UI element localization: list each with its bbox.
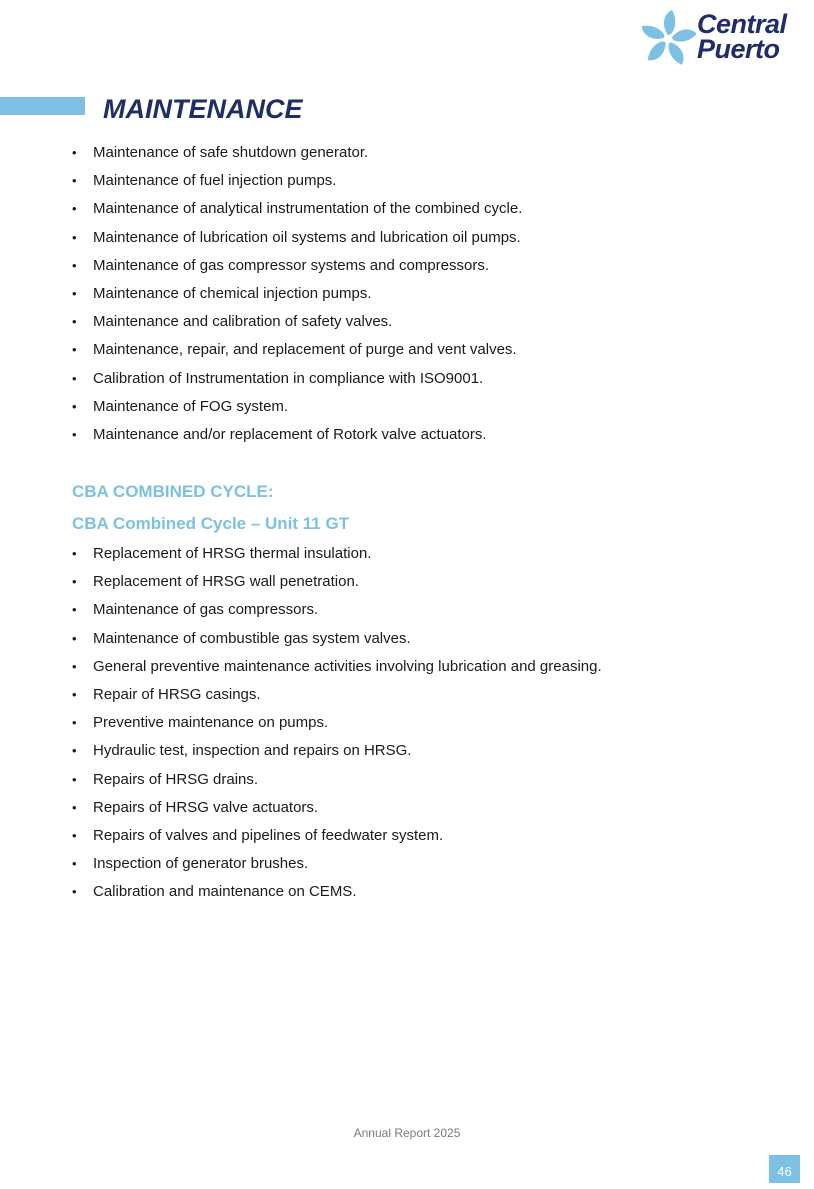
list-item	[72, 653, 792, 681]
list-item	[72, 280, 792, 308]
bullet-icon: •	[72, 771, 77, 787]
bullet-icon: •	[72, 884, 77, 900]
page-title: MAINTENANCE	[103, 94, 303, 124]
list-item-text: Calibration of Instrumentation in compliance with ISO9001.	[93, 369, 484, 387]
bullet-icon: •	[72, 257, 77, 273]
list-item	[72, 878, 792, 906]
bullet-icon: •	[72, 856, 77, 872]
list-item	[72, 252, 792, 280]
bullet-icon: •	[72, 715, 77, 731]
list-item-text: Replacement of HRSG wall penetration.	[93, 573, 359, 591]
list-item	[72, 139, 792, 167]
bullet-icon: •	[72, 398, 77, 414]
bullet-icon: •	[72, 145, 77, 160]
list-item	[72, 365, 792, 393]
list-item-text: Maintenance, repair, and replacement of purge and vent valves.	[93, 341, 517, 359]
bullet-icon: •	[72, 574, 77, 590]
list-item-text: Maintenance of combustible gas system valves.	[93, 629, 411, 647]
footer-text: Annual Report 2025	[353, 1126, 461, 1140]
list-item-text: Repairs of HRSG valve actuators.	[93, 798, 319, 816]
bullet-icon: •	[72, 686, 77, 702]
list-item-text: Maintenance of gas compressors.	[93, 601, 319, 619]
list-item	[72, 625, 792, 653]
sub-heading: CBA Combined Cycle – Unit 11 GT	[72, 514, 350, 533]
bullet-icon: •	[72, 285, 77, 301]
list-item	[72, 596, 792, 624]
bullet-icon: •	[72, 799, 77, 815]
bullet-icon: •	[72, 743, 77, 759]
title-accent-bar	[0, 97, 85, 115]
list-item-text: Replacement of HRSG thermal insulation.	[93, 545, 372, 562]
list-item-text: Maintenance of safe shutdown generator.	[93, 144, 369, 161]
list-item-text: Maintenance of fuel injection pumps.	[93, 172, 337, 190]
bullet-icon: •	[72, 827, 77, 843]
list-item	[72, 794, 792, 822]
list-item-text: Hydraulic test, inspection and repairs on HRSG.	[93, 742, 412, 760]
list-item-text: Repairs of valves and pipelines of feedwater system.	[93, 826, 444, 844]
list-item-text: Maintenance of gas compressor systems and compressors.	[93, 256, 489, 274]
list-item	[72, 224, 792, 252]
bullet-icon: •	[72, 173, 77, 189]
logo-wordmark	[697, 9, 787, 64]
list-item-text: Calibration and maintenance on CEMS.	[93, 883, 357, 901]
bullet-icon: •	[72, 229, 77, 245]
turbine-icon	[640, 8, 696, 70]
bullet-icon: •	[72, 342, 77, 358]
list-item	[72, 393, 792, 421]
list-item-text: Inspection of generator brushes.	[93, 855, 309, 873]
list-item	[72, 421, 792, 449]
bullet-icon: •	[72, 546, 77, 561]
list-item-text: Repair of HRSG casings.	[93, 685, 261, 703]
list-item	[72, 167, 792, 195]
list-item	[72, 766, 792, 794]
page-number: 46	[769, 1155, 800, 1183]
bullet-icon: •	[72, 630, 77, 646]
bullet-icon: •	[72, 201, 77, 217]
list-item	[72, 540, 792, 568]
bullet-icon: •	[72, 658, 77, 674]
list-item-text: Maintenance of FOG system.	[93, 397, 289, 415]
list-item-text: Maintenance and calibration of safety valves.	[93, 313, 393, 331]
list-item-text: Maintenance and/or replacement of Rotork valve actuators.	[93, 425, 487, 443]
bullet-icon: •	[72, 314, 77, 330]
maintenance-list	[72, 139, 792, 449]
list-item	[72, 681, 792, 709]
list-item	[72, 195, 792, 223]
bullet-icon: •	[72, 370, 77, 386]
list-item-text: Preventive maintenance on pumps.	[93, 714, 329, 732]
logo-line-1: Central	[697, 9, 787, 39]
list-item	[72, 568, 792, 596]
list-item	[72, 336, 792, 364]
logo-line-2: Puerto	[697, 34, 780, 64]
list-item	[72, 737, 792, 765]
list-item-text: General preventive maintenance activities involving lubrication and greasing.	[93, 657, 602, 675]
list-item	[72, 850, 792, 878]
section-heading: CBA COMBINED CYCLE:	[72, 482, 274, 501]
list-item	[72, 709, 792, 737]
bullet-icon: •	[72, 602, 77, 618]
list-item-text: Maintenance of analytical instrumentation of the combined cycle.	[93, 200, 523, 218]
company-logo	[640, 8, 805, 70]
list-item-text: Maintenance of lubrication oil systems and lubrication oil pumps.	[93, 228, 521, 246]
list-item	[72, 822, 792, 850]
unit-maintenance-list	[72, 540, 792, 906]
bullet-icon: •	[72, 426, 77, 442]
list-item-text: Maintenance of chemical injection pumps.	[93, 284, 372, 302]
list-item-text: Repairs of HRSG drains.	[93, 770, 259, 788]
list-item	[72, 308, 792, 336]
